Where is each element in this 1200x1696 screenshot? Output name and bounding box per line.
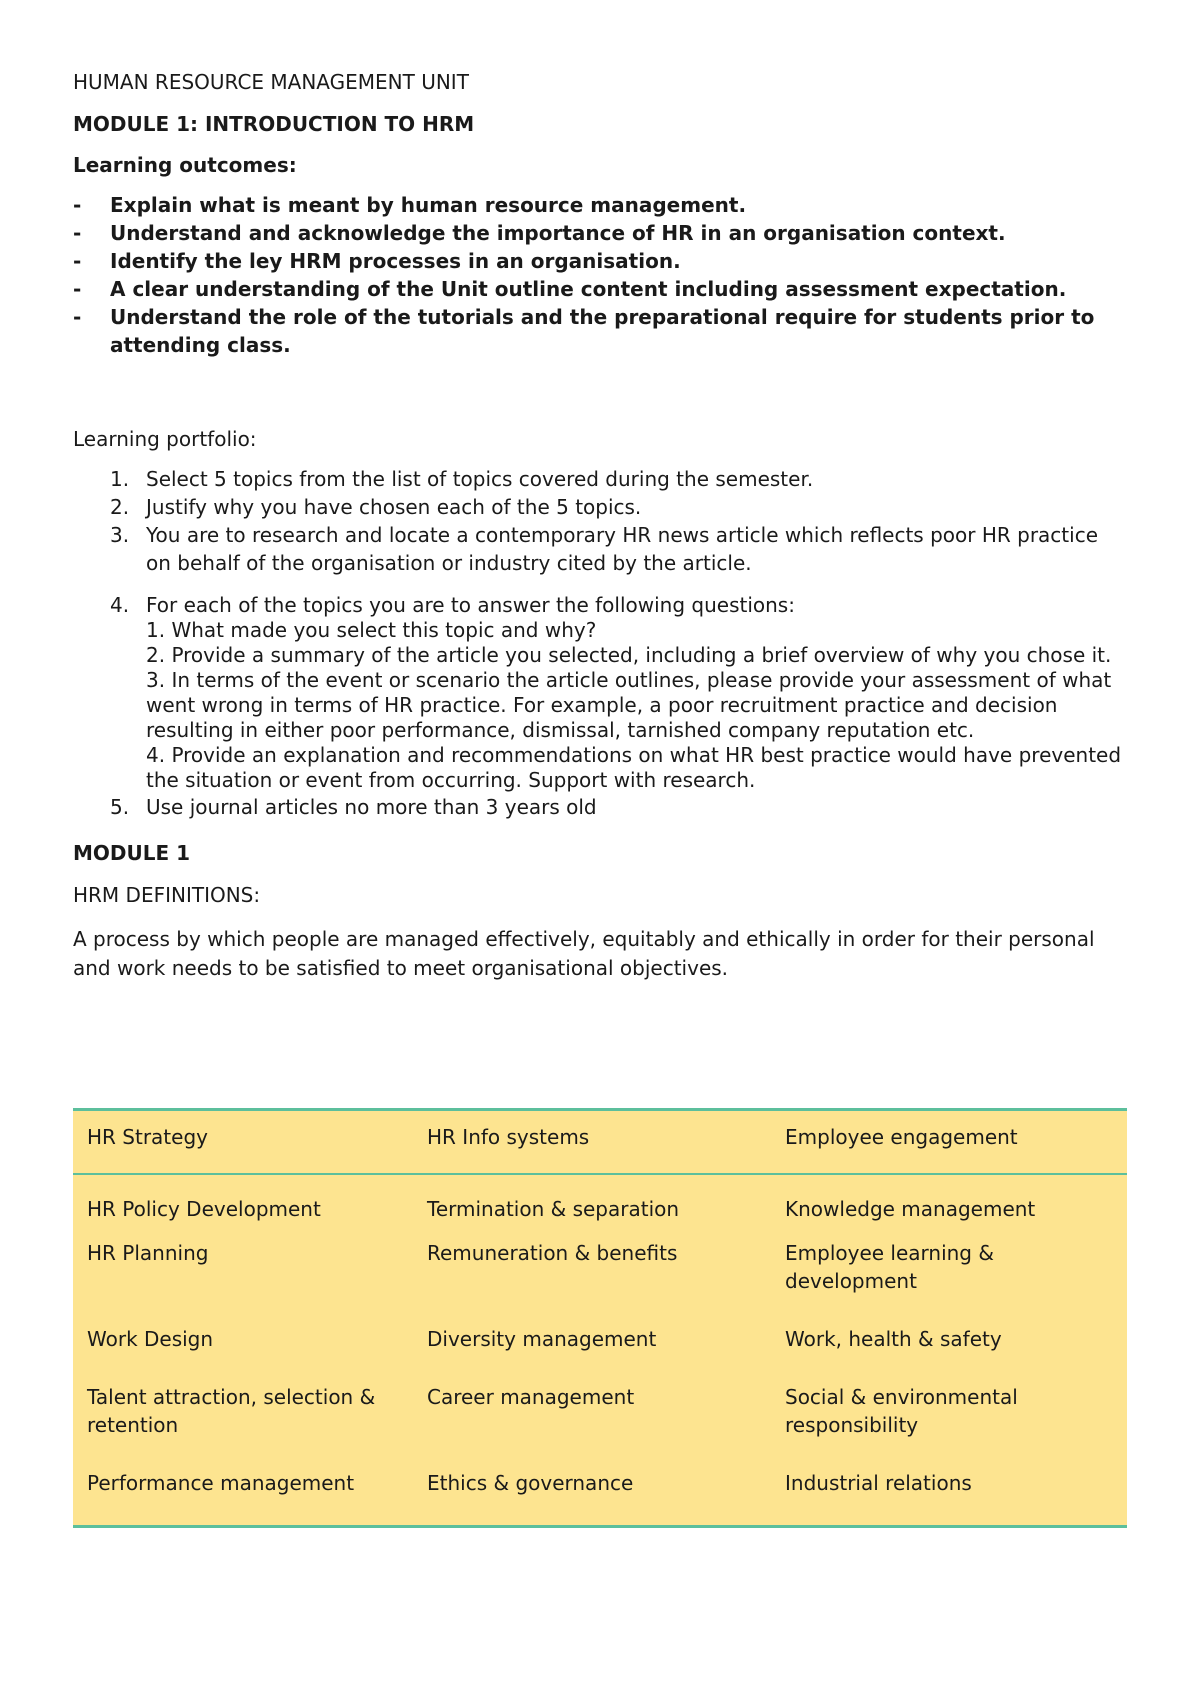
table-row: [73, 1317, 1127, 1375]
outcome-item: [73, 247, 1127, 275]
item-text: For each of the topics you are to answer the following questions:: [146, 593, 795, 617]
outcome-item: [73, 275, 1127, 303]
portfolio-item: [73, 593, 1127, 793]
dash-bullet: -: [73, 277, 82, 301]
table-cell: Talent attraction, selection & retention: [87, 1385, 376, 1437]
table-cell: Work, health & safety: [785, 1327, 1002, 1351]
table-cell: Diversity management: [427, 1327, 657, 1351]
item-number: 3.: [110, 523, 130, 547]
table-cell: Career management: [427, 1385, 635, 1409]
table-cell: Social & environmental responsibility: [785, 1385, 1018, 1437]
learning-portfolio-list: [73, 465, 1127, 821]
table-cell: Performance management: [87, 1471, 355, 1495]
sub-question: 1. What made you select this topic and why?: [146, 618, 597, 642]
table-row: [73, 1110, 1127, 1175]
hr-functions-table: [73, 1108, 1127, 1528]
module-1-heading: MODULE 1: [73, 841, 191, 865]
outcome-text: Explain what is meant by human resource management.: [110, 193, 747, 217]
table-cell: HR Planning: [87, 1241, 209, 1265]
item-number: 2.: [110, 495, 130, 519]
sub-question: 4. Provide an explanation and recommendations on what HR best practice would have prevented the situation or event from occurring. Support with research.: [146, 743, 1122, 792]
item-number: 4.: [110, 593, 130, 617]
table-cell: Work Design: [87, 1327, 214, 1351]
table-cell: Industrial relations: [785, 1471, 972, 1495]
table-cell: Remuneration & benefits: [427, 1241, 678, 1265]
learning-outcomes-list: [73, 191, 1127, 359]
portfolio-item: [73, 521, 1127, 577]
table-cell: Termination & separation: [427, 1197, 680, 1221]
document-page: [73, 70, 1127, 983]
item-text: You are to research and locate a contemporary HR news article which reflects poor HR practice on behalf of the organisation or industry cited by the article.: [146, 523, 1098, 575]
outcome-item: [73, 191, 1127, 219]
outcome-item: [73, 219, 1127, 247]
outcome-text: A clear understanding of the Unit outline content including assessment expectation.: [110, 277, 1067, 301]
sub-question: 3. In terms of the event or scenario the article outlines, please provide your assessment of what went wrong in terms of HR practice. For example, a poor recruitment practice and decision resulting in either poor performance, dismissal, tarnished company reputation etc.: [146, 668, 1112, 742]
item-text: Justify why you have chosen each of the 5 topics.: [146, 495, 642, 519]
sub-question: 2. Provide a summary of the article you selected, including a brief overview of why you chose it.: [146, 643, 1112, 667]
portfolio-item: [73, 493, 1127, 521]
item-number: 1.: [110, 467, 130, 491]
learning-portfolio-heading: Learning portfolio:: [73, 427, 257, 451]
dash-bullet: -: [73, 193, 82, 217]
unit-title: HUMAN RESOURCE MANAGEMENT UNIT: [73, 70, 469, 94]
outcome-text: Identify the ley HRM processes in an organisation.: [110, 249, 681, 273]
table-row: [73, 1174, 1127, 1231]
table-row: [73, 1461, 1127, 1527]
table-cell: Knowledge management: [785, 1197, 1036, 1221]
table-cell: HR Policy Development: [87, 1197, 321, 1221]
portfolio-item: [73, 793, 1127, 821]
outcome-text: Understand and acknowledge the importance of HR in an organisation context.: [110, 221, 1006, 245]
hrm-definitions-heading: HRM DEFINITIONS:: [73, 883, 261, 907]
dash-bullet: -: [73, 221, 82, 245]
table-cell: HR Strategy: [73, 1110, 413, 1175]
dash-bullet: -: [73, 305, 82, 329]
item-number: 5.: [110, 795, 130, 819]
table-cell: Ethics & governance: [427, 1471, 634, 1495]
hrm-definition-text: A process by which people are managed effectively, equitably and ethically in order for their personal and work needs to be satisfied to meet organisational objectives.: [73, 927, 1095, 980]
outcome-text: Understand the role of the tutorials and the preparational require for students prior to attending class.: [110, 305, 1095, 357]
table-row: [73, 1375, 1127, 1461]
table-row: [73, 1231, 1127, 1317]
portfolio-item: [73, 465, 1127, 493]
item-text: Select 5 topics from the list of topics covered during the semester.: [146, 467, 814, 491]
table-cell: HR Info systems: [413, 1110, 771, 1175]
dash-bullet: -: [73, 249, 82, 273]
table-cell: Employee engagement: [771, 1110, 1127, 1175]
learning-outcomes-heading: Learning outcomes:: [73, 153, 297, 177]
item-text: Use journal articles no more than 3 years old: [146, 795, 597, 819]
module-title: MODULE 1: INTRODUCTION TO HRM: [73, 112, 475, 136]
outcome-item: [73, 303, 1127, 359]
table-cell: Employee learning & development: [785, 1241, 994, 1293]
